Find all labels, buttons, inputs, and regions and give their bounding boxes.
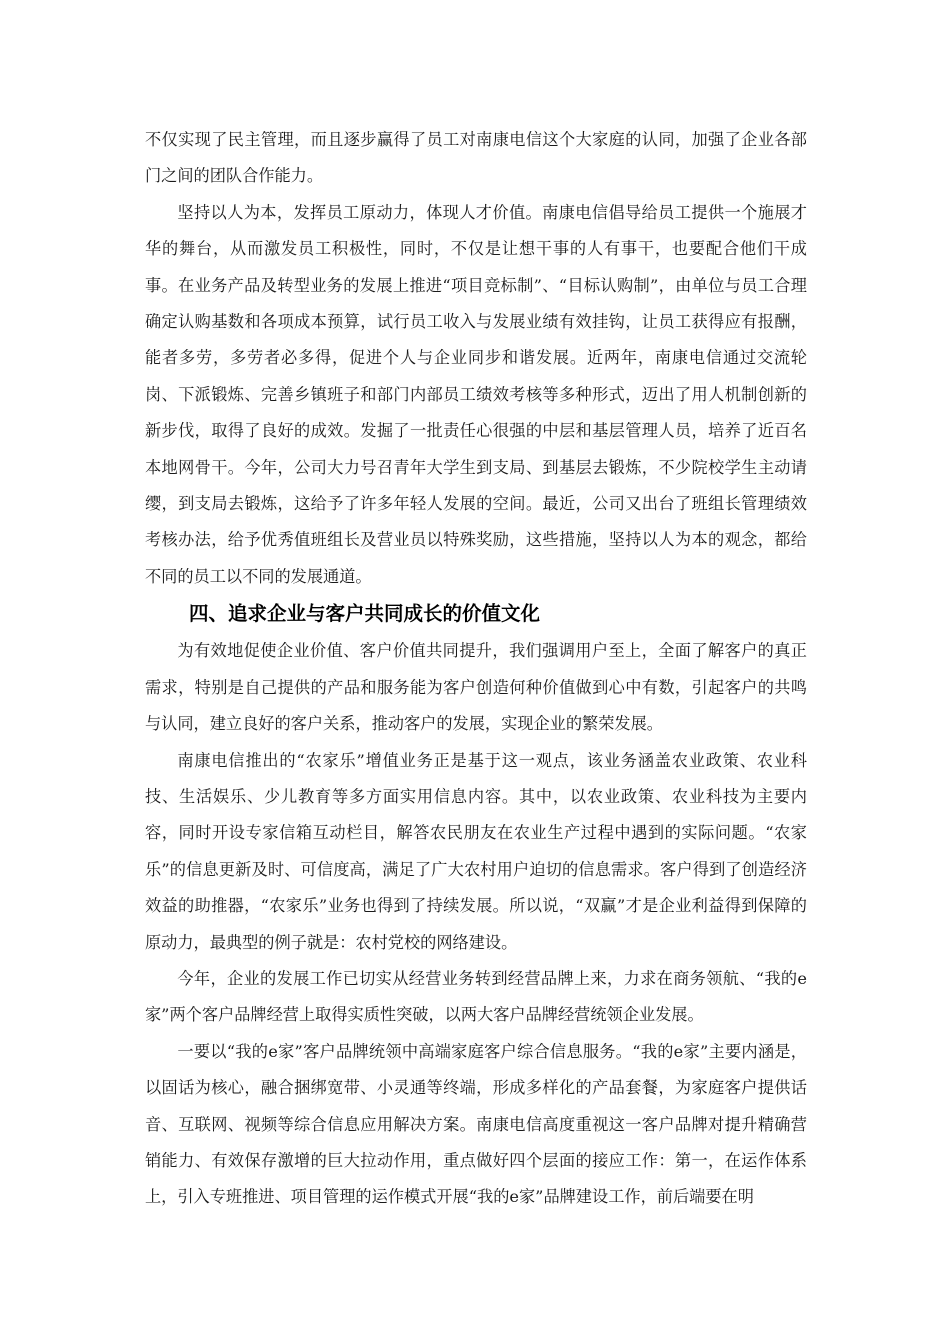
- paragraph-my-e-home: 一要以“我的e家”客户品牌统领中高端家庭客户综合信息服务。“我的e家”主要内涵是，以固话为核心，融合捆绑宽带、小灵通等终端，形成多样化的产品套餐，为家庭客户提供话音、互联网、视频等综合信息应用解决方案。南康电信高度重视这一客户品牌对提升精确营销能力、有效保存激增的巨大拉动作用，重点做好四个层面的接应工作：第一，在运作体系上，引入专班推进、项目管理的运作模式开展“我的e家”品牌建设工作，前后端要在明: [145, 1041, 807, 1207]
- section-heading: 四、追求企业与客户共同成长的价值文化: [189, 602, 541, 626]
- paragraph-nongjiale-service: 南康电信推出的“农家乐”增值业务正是基于这一观点，该业务涵盖农业政策、农业科技、生活娱乐、少儿教育等多方面实用信息内容。其中，以农业政策、农业科技为主要内容，同时开设专家信箱互动栏目，解答农民朋友在农业生产过程中遇到的实际问题。“农家乐”的信息更新及时、可信度高，满足了广大农村用户迫切的信息需求。客户得到了创造经济效益的助推器，“农家乐”业务也得到了持续发展。所以说，“双赢”才是企业利益得到保障的原动力，最典型的例子就是：农村党校的网络建设。: [145, 750, 807, 952]
- paragraph-continuation: 不仅实现了民主管理，而且逐步赢得了员工对南康电信这个大家庭的认同，加强了企业各部门之间的团队合作能力。: [145, 130, 807, 186]
- document-body: [145, 122, 807, 1216]
- paragraph-brand-management: 今年，企业的发展工作已切实从经营业务转到经营品牌上来，力求在商务领航、“我的e家”两个客户品牌经营上取得实质性突破，以两大客户品牌经营统领企业发展。: [145, 968, 807, 1025]
- paragraph-people-oriented: 坚持以人为本，发挥员工原动力，体现人才价值。南康电信倡导给员工提供一个施展才华的舞台，从而激发员工积极性，同时，不仅是让想干事的人有事干，也要配合他们干成事。在业务产品及转型业务的发展上推进“项目竞标制”、“目标认购制”，由单位与员工合理确定认购基数和各项成本预算，试行员工收入与发展业绩有效挂钩，让员工获得应有报酬，能者多劳，多劳者必多得，促进个人与企业同步和谐发展。近两年，南康电信通过交流轮岗、下派锻炼、完善乡镇班子和部门内部员工绩效考核等多种形式，迈出了用人机制创新的新步伐，取得了良好的成效。发掘了一批责任心很强的中层和基层管理人员，培养了近百名本地网骨干。今年，公司大力号召青年大学生到支局、到基层去锻炼，不少院校学生主动请缨，到支局去锻炼，这给予了许多年轻人发展的空间。最近，公司又出台了班组长管理绩效考核办法，给予优秀值班组长及营业员以特殊奖励，这些措施，坚持以人为本的观念，都给不同的员工以不同的发展通道。: [145, 202, 807, 586]
- paragraph-customer-value: 为有效地促使企业价值、客户价值共同提升，我们强调用户至上，全面了解客户的真正需求，特别是自己提供的产品和服务能为客户创造何种价值做到心中有数，引起客户的共鸣与认同，建立良好的客户关系，推动客户的发展，实现企业的繁荣发展。: [145, 641, 807, 734]
